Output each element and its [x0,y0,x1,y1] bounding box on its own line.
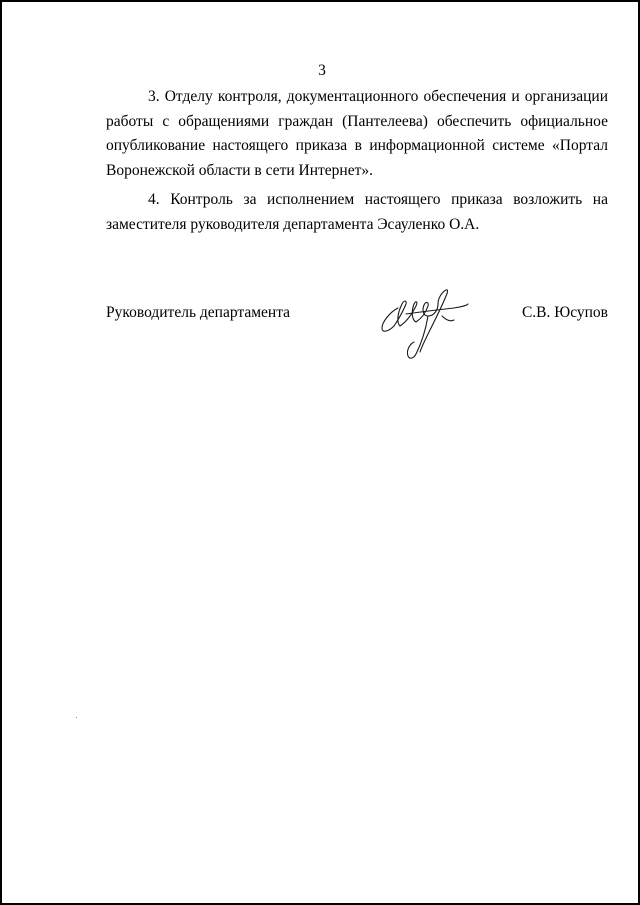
paragraph-line: 3. Отделу контроля, документационного обеспечения и организации [148,88,608,105]
signature-block [106,302,608,372]
signatory-name: С.В. Юсупов [521,304,608,321]
paragraph-line: опубликование настоящего приказа в информационной системе «Портал [106,137,608,155]
handwritten-signature [376,286,472,370]
paragraph-line: заместителя руководителя департамента Эсауленко О.А. [106,215,480,233]
paragraph-line: работы с обращениями граждан (Пантелеева) обеспечить официальное [106,112,608,130]
paragraph-item-3 [106,85,608,184]
paragraph-line: Воронежской области в сети Интернет». [106,162,373,180]
paragraph-line: 4. Контроль за исполнением настоящего приказа возложить на [148,191,608,208]
scan-speck [76,717,77,718]
signatory-title: Руководитель департамента [106,304,291,321]
paragraph-item-4 [106,188,608,237]
page-number: 3 [318,62,326,79]
